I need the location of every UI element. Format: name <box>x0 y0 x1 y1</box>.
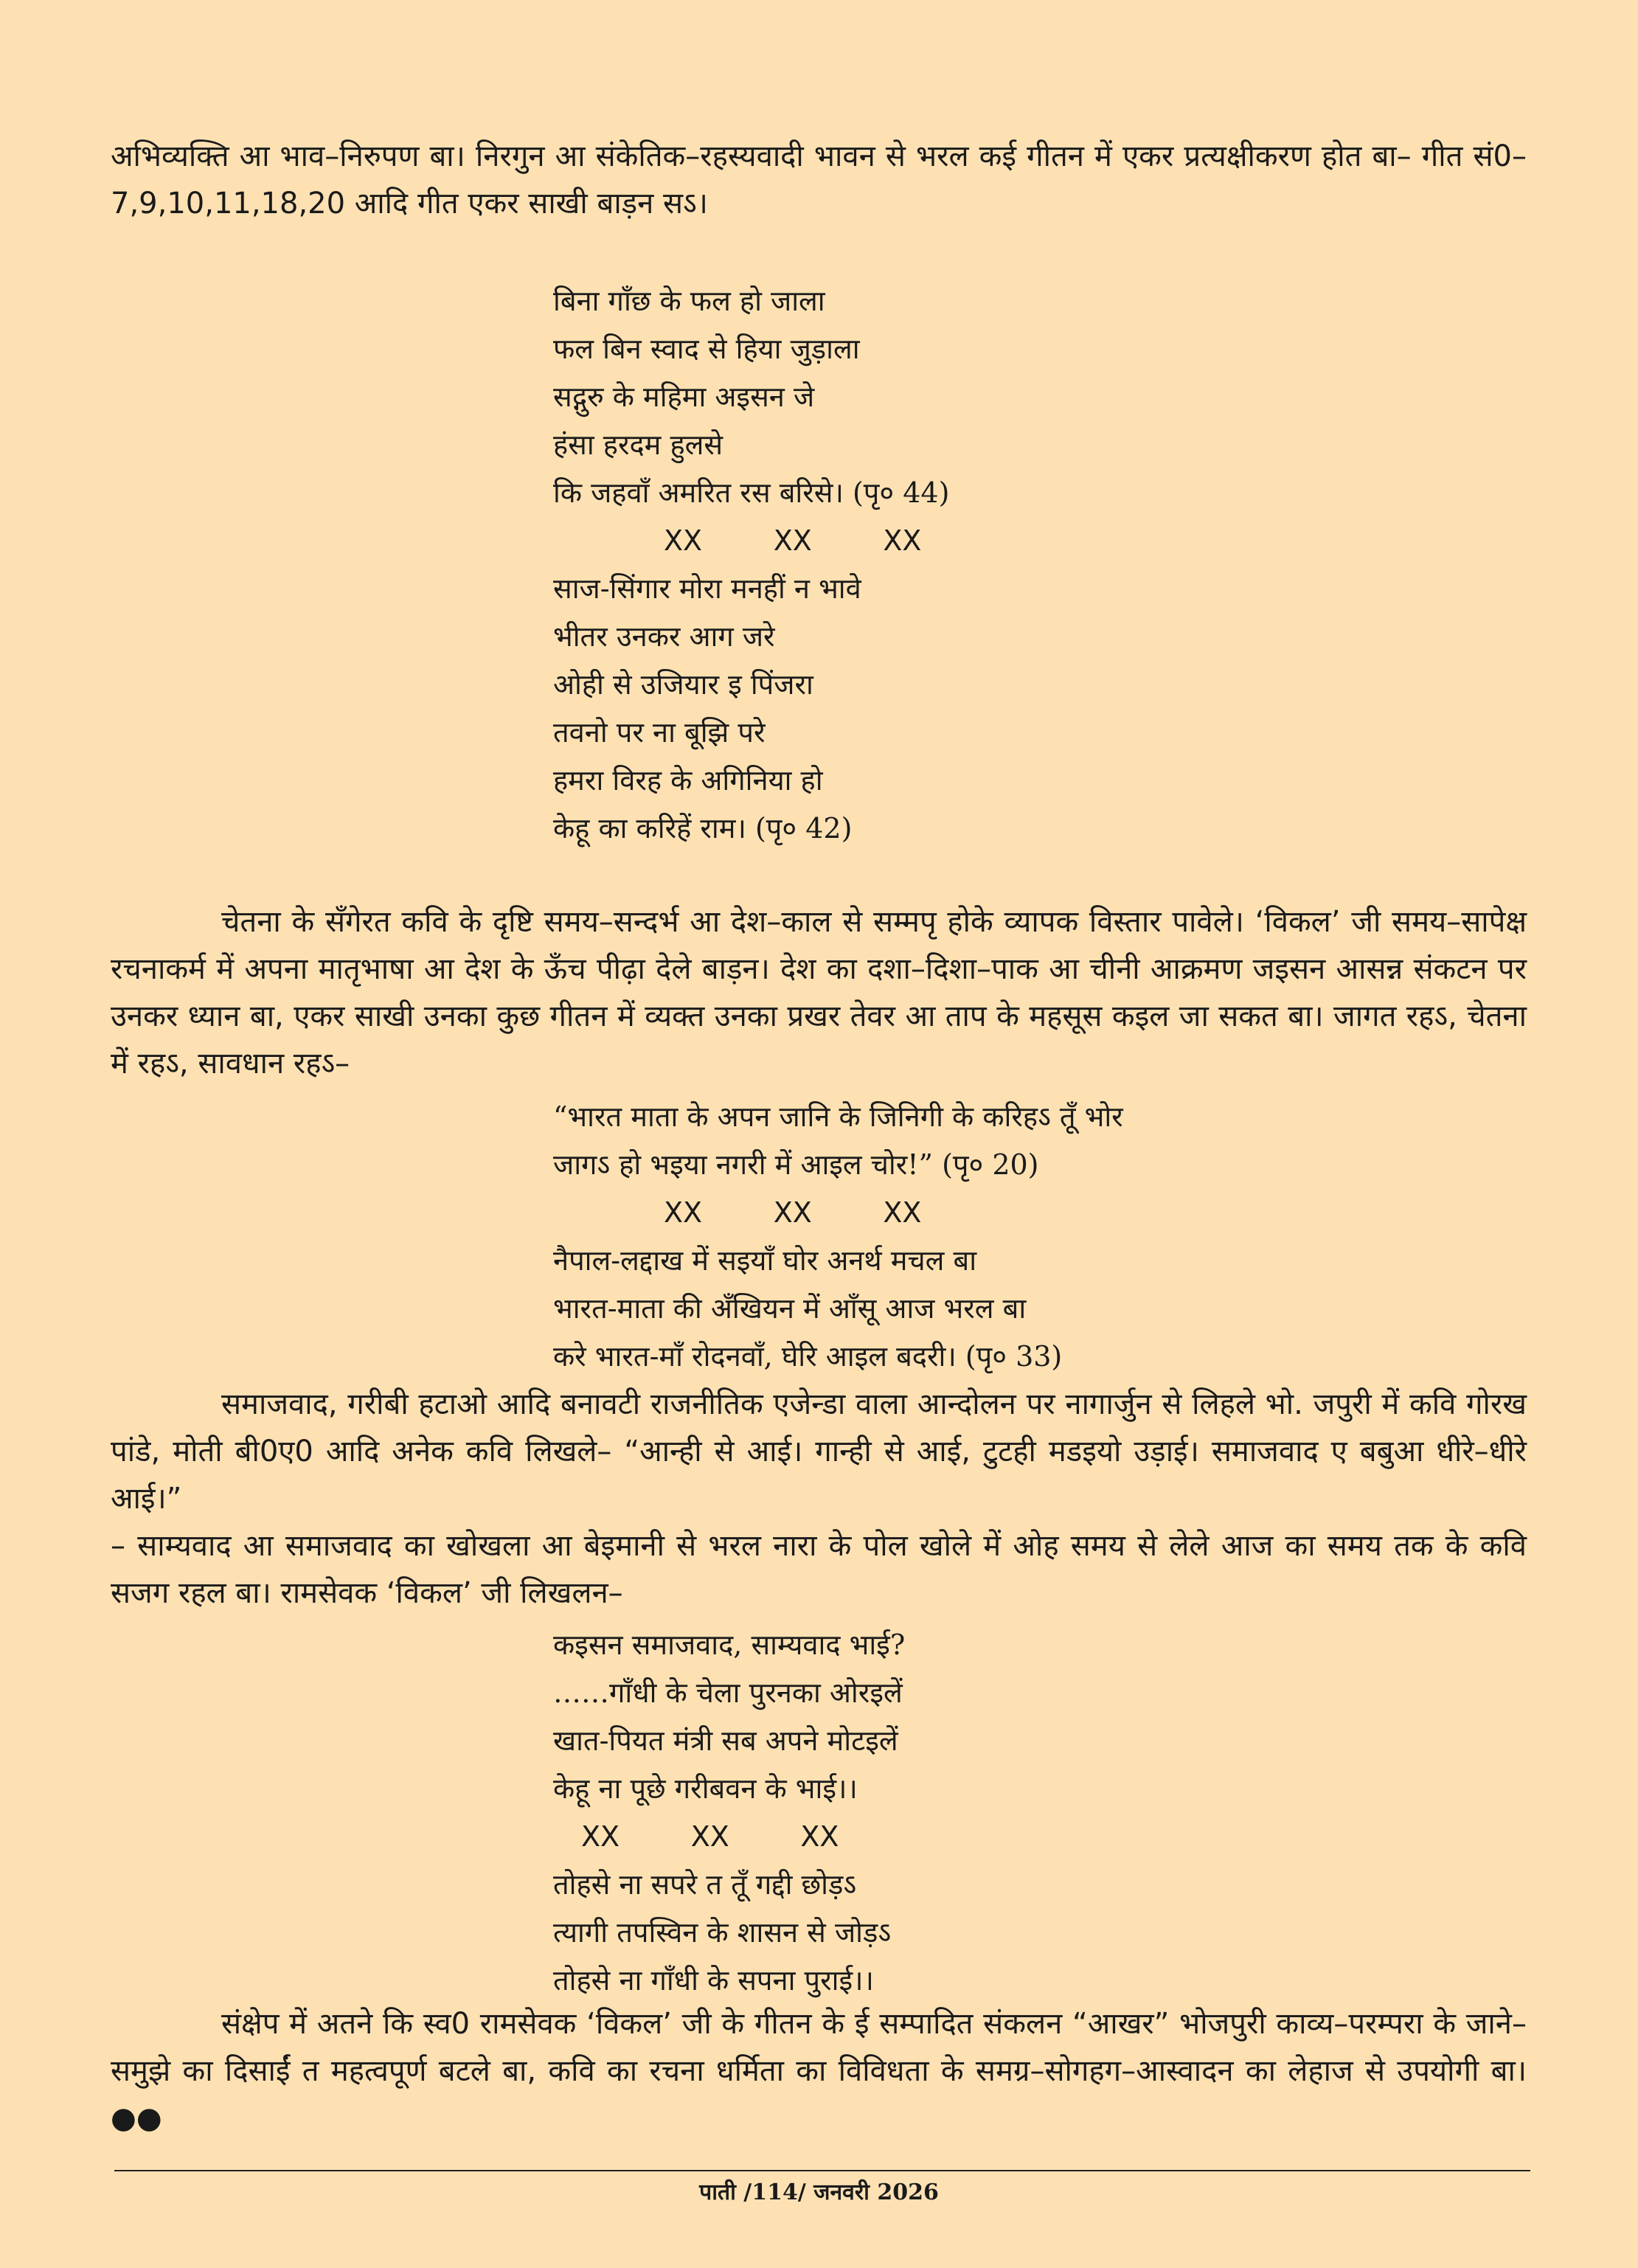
verse-line: करे भारत-माँ रोदनवाँ, घेरि आइल बदरी। (पृ० 33) <box>553 1340 1063 1373</box>
verse-line: साज-सिंगार मोरा मनहीं न भावे <box>553 572 861 605</box>
verse-line: खात-पियत मंत्री सब अपने मोटइलें <box>553 1724 898 1757</box>
verse-line: भारत-माता की अँखियन में आँसू आज भरल बा <box>553 1292 1027 1325</box>
verse-line: बिना गाँछ के फल हो जाला <box>553 285 825 317</box>
verse-line: केहू का करिहें राम। (पृ० 42) <box>553 812 853 845</box>
verse-line: हंसा हरदम हुलसे <box>553 429 723 461</box>
verse-separator: XX XX XX <box>664 524 922 557</box>
paragraph-2: चेतना के सँगेरत कवि के दृष्टि समय–सन्दर्भ आ देश–काल से सम्मपृ होके व्यापक विस्तार पावेले। ‘विकल’ जी समय–सापेक्ष रचनाकर्म में अपना मातृभाषा आ देश के ऊँच पीढ़ा देले बाड़न। देश का दशा–दिशा–पाक आ चीनी आक्रमण जइसन आसन्न संकटन पर उनकर ध्यान बा, एकर साखी उनका कुछ गीतन में व्यक्त उनका प्रखर तेवर आ ताप के महसूस कइल जा सकत बा। जागत रहऽ, चेतना में रहऽ, सावधान रहऽ– <box>111 905 1527 1081</box>
verse-line: केहू ना पूछे गरीबवन के भाई।। <box>553 1772 858 1805</box>
verse-block-3 <box>553 1621 1475 2005</box>
paragraph-4: – साम्यवाद आ समाजवाद का खोखला आ बेइमानी से भरल नारा के पोल खोले में ओह समय से लेले आज का समय तक के कवि सजग रहल बा। रामसेवक ‘विकल’ जी लिखलन– <box>111 1529 1527 1610</box>
verse-line: हमरा विरह के अगिनिया हो <box>553 764 823 797</box>
verse-line: कइसन समाजवाद, साम्यवाद भाई? <box>553 1629 906 1661</box>
verse-line: तोहसे ना सपरे त तूँ गद्दी छोड़ऽ <box>553 1868 857 1901</box>
verse-block-2 <box>553 1093 1475 1381</box>
verse-separator: XX XX XX <box>581 1820 839 1853</box>
verse-separator: XX XX XX <box>664 1196 922 1229</box>
verse-line: तवनो पर ना बूझि परे <box>553 716 766 749</box>
verse-line: भीतर उनकर आग जरे <box>553 620 775 653</box>
verse-line: ……गाँधी के चेला पुरनका ओरइलें <box>553 1676 903 1709</box>
verse-line: “भारत माता के अपन जानि के जिनिगी के करिहऽ तूँ भोर <box>553 1100 1123 1133</box>
verse-line: तोहसे ना गाँधी के सपना पुराई।। <box>553 1964 874 1997</box>
verse-line: ओही से उजियार इ पिंजरा <box>553 668 813 701</box>
page-footer: पाती /114/ जनवरी 2026 <box>699 2179 939 2205</box>
verse-line: त्यागी तपस्विन के शासन से जोड़ऽ <box>553 1916 892 1949</box>
verse-line: नैपाल-लद्दाख में सइयाँ घोर अनर्थ मचल बा <box>553 1244 977 1277</box>
verse-line: फल बिन स्वाद से हिया जुड़ाला <box>553 333 860 365</box>
paragraph-1: अभिव्यक्ति आ भाव–निरुपण बा। निरगुन आ संकेतिक–रहस्यवादी भावन से भरल कई गीतन में एकर प्रत्यक्षीकरण होत बा– गीत सं0–7,9,10,11,18,20 आदि गीत एकर साखी बाड़न सऽ। <box>111 139 1527 221</box>
footer-rule <box>114 2170 1530 2171</box>
verse-block-1 <box>553 277 1475 853</box>
verse-line: जागऽ हो भइया नगरी में आइल चोर!” (पृ० 20) <box>553 1148 1039 1181</box>
paragraph-3: समाजवाद, गरीबी हटाओ आदि बनावटी राजनीतिक एजेन्डा वाला आन्दोलन पर नागार्जुन से लिहले भो. जपुरी में कवि गोरख पांडे, मोती बी0ए0 आदि अनेक कवि लिखले– “आन्ही से आई। गान्ही से आई, टुटही मडइयो उड़ाई। समाजवाद ए बबुआ धीरे–धीरे आई।” <box>111 1387 1527 1516</box>
verse-line: कि जहवाँ अमरित रस बरिसे। (पृ० 44) <box>553 476 950 509</box>
verse-line: सद्गुरु के महिमा अइसन जे <box>553 381 815 413</box>
paragraph-5: संक्षेप में अतने कि स्व0 रामसेवक ‘विकल’ जी के गीतन के ई सम्पादित संकलन “आखर” भोजपुरी काव्य–परम्परा के जाने–समुझे का दिसाईं त महत्वपूर्ण बटले बा, कवि का रचना धर्मिता का विविधता के समग्र–सोगहग–आस्वादन का लेहाज से उपयोगी बा।●● <box>111 2007 1527 2135</box>
